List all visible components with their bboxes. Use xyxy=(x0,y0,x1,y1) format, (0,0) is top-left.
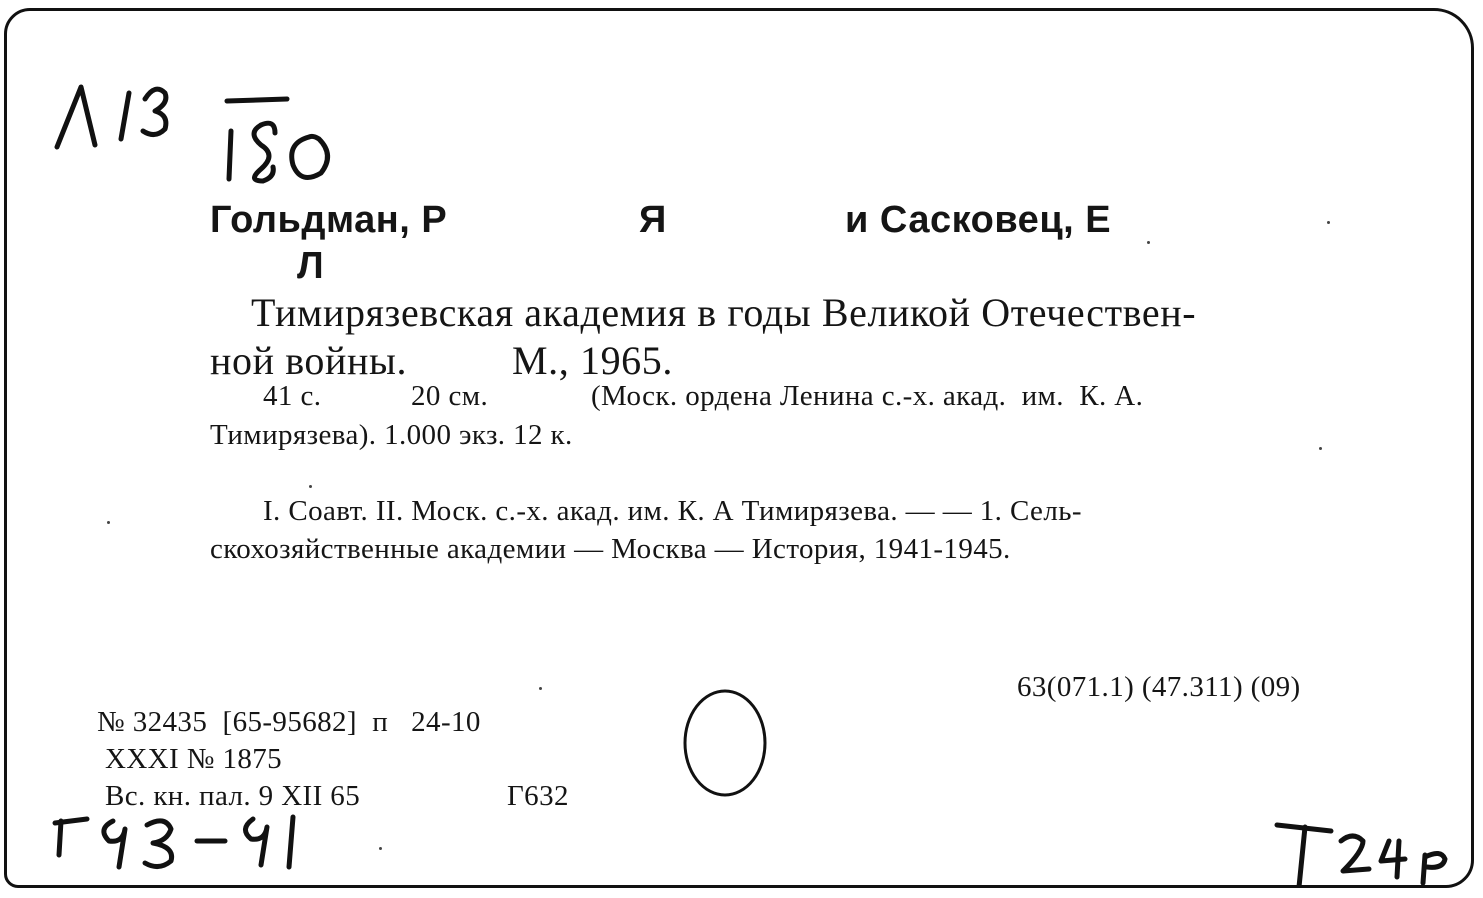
classification-index: 63(071.1) (47.311) (09) xyxy=(1017,671,1301,703)
registry-volume: XXXI № 1875 xyxy=(105,743,283,775)
scan-speck xyxy=(1327,221,1330,224)
scan-speck xyxy=(107,521,110,524)
handwritten-inventory-number xyxy=(47,801,327,881)
series-note-continued: Тимирязева). 1.000 экз. 12 к. xyxy=(210,419,573,451)
title-line-2: ной войны. xyxy=(210,338,408,383)
handwritten-shelf-mark xyxy=(1265,811,1465,888)
dimensions: 20 см. xyxy=(411,380,489,412)
author-name-1: Гольдман, Р xyxy=(210,199,448,241)
scan-speck xyxy=(1319,447,1322,450)
author-initial-2: Л xyxy=(297,245,325,287)
pages: 41 с. xyxy=(263,380,322,412)
scan-speck xyxy=(379,847,382,850)
catalog-card xyxy=(4,8,1474,888)
publication-place-year: М., 1965. xyxy=(512,338,673,383)
scan-speck xyxy=(309,485,312,488)
author-name-2: и Сасковец, Е xyxy=(845,199,1112,241)
series-note: (Моск. ордена Ленина с.-х. акад. им. К. А. xyxy=(591,380,1144,412)
scan-speck xyxy=(1147,241,1150,244)
registry-number: № 32435 [65-95682] п 24-10 xyxy=(97,706,481,738)
author-initial-1: Я xyxy=(639,199,667,241)
book-chamber-code: Г632 xyxy=(507,780,569,812)
card-hole xyxy=(679,687,779,817)
tracings-line-1: I. Соавт. II. Моск. с.-х. акад. им. К. А Тимирязева. — — 1. Сель- xyxy=(263,495,1082,527)
tracings-line-2: скохозяйственные академии — Москва — История, 1941-1945. xyxy=(210,533,1011,565)
handwritten-call-number xyxy=(51,73,201,163)
book-chamber-date: Вс. кн. пал. 9 XII 65 xyxy=(105,780,361,812)
title-line-1: Тимирязевская академия в годы Великой Отечествен- xyxy=(251,290,1197,335)
handwritten-fraction xyxy=(217,93,357,193)
scan-speck xyxy=(539,687,542,690)
